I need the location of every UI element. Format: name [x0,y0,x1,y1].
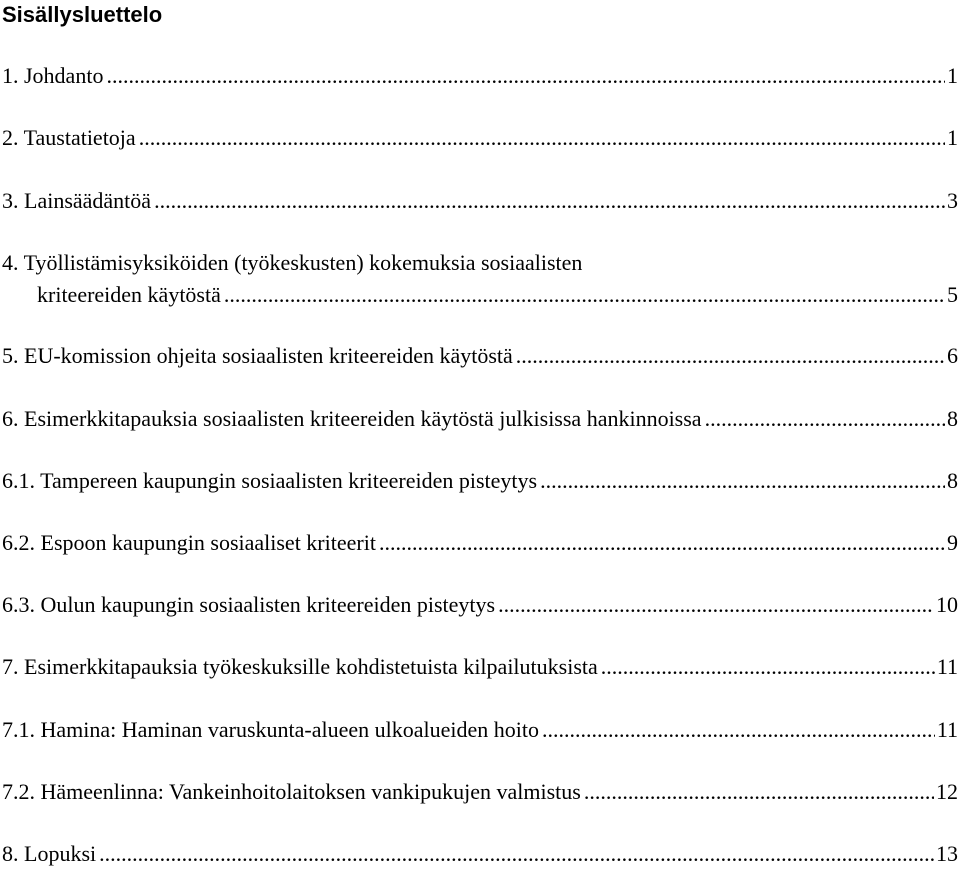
toc-page-number: 3 [947,188,958,213]
page-title: Sisällysluettelo [2,2,163,27]
toc-page-number: 1 [947,125,958,150]
toc-dot-leader [106,61,945,91]
toc-page-number: 12 [936,779,958,804]
toc-dot-leader [542,715,935,745]
toc-page-number: 10 [936,592,958,617]
toc-page-number: 8 [947,468,958,493]
toc-entry-eu-komissio[interactable] [2,341,958,371]
toc-dot-leader [516,341,945,371]
toc-entry-tampere[interactable] [2,466,958,496]
toc-entry-label: 8. Lopuksi [2,841,97,866]
toc-dot-leader [224,280,945,310]
toc-entry-tyollistamisyksikot[interactable] [2,248,958,310]
toc-dot-leader [99,839,934,869]
toc-dot-leader [705,404,945,434]
toc-entry-oulu[interactable] [2,590,958,620]
toc-dot-leader [139,123,945,153]
toc-entry-esimerkkitapauksia-tyokeskukset[interactable] [2,652,958,682]
toc-entry-johdanto[interactable] [2,61,958,91]
toc-dot-leader [154,186,945,216]
toc-entry-hamina[interactable] [2,715,958,745]
toc-entry-label: 6.2. Espoon kaupungin sosiaaliset kriteerit [2,530,376,555]
toc-dot-leader [601,652,935,682]
toc-dot-leader [584,777,934,807]
toc-entry-label: 6.1. Tampereen kaupungin sosiaalisten kriteereiden pisteytys [2,468,538,493]
toc-page-number: 6 [947,343,958,368]
toc-entry-label: 7.2. Hämeenlinna: Vankeinhoitolaitoksen vankipukujen valmistus [2,779,581,804]
toc-dot-leader [540,466,945,496]
toc-page-number: 1 [947,63,958,88]
toc-entry-label-line1: 4. Työllistämisyksiköiden (työkeskusten) kokemuksia sosiaalisten [2,250,583,275]
toc-page-number: 11 [936,717,958,742]
toc-page-number: 13 [936,841,958,866]
toc-entry-esimerkkitapauksia-hankinnat[interactable] [2,404,958,434]
toc-entry-label: 6.3. Oulun kaupungin sosiaalisten kriteereiden pisteytys [2,592,496,617]
toc-entry-label: 2. Taustatietoja [2,125,136,150]
toc-page-number: 9 [947,530,958,555]
toc-entry-label: 3. Lainsäädäntöä [2,188,152,213]
toc-dot-leader [379,528,945,558]
toc-entry-label: 5. EU-komission ohjeita sosiaalisten kriteereiden käytöstä [2,343,513,368]
toc-entry-espoo[interactable] [2,528,958,558]
toc-entry-label: 7.1. Hamina: Haminan varuskunta-alueen ulkoalueiden hoito [2,717,540,742]
toc-page-number: 11 [936,654,958,679]
toc-entry-label: 6. Esimerkkitapauksia sosiaalisten kriteereiden käytöstä julkisissa hankinnoissa [2,406,702,431]
toc-entry-lainsaadantoa[interactable] [2,186,958,216]
toc-entry-label: 7. Esimerkkitapauksia työkeskuksille kohdistetuista kilpailutuksista [2,654,598,679]
toc-entry-taustatietoja[interactable] [2,123,958,153]
toc-entry-lopuksi[interactable] [2,839,958,869]
toc-dot-leader [498,590,934,620]
toc-entry-label: 1. Johdanto [2,63,104,88]
toc-page-number: 8 [947,406,958,431]
toc-entry-hameenlinna[interactable] [2,777,958,807]
toc-entry-label: kriteereiden käytöstä [37,282,221,307]
toc-page-number: 5 [947,282,958,307]
